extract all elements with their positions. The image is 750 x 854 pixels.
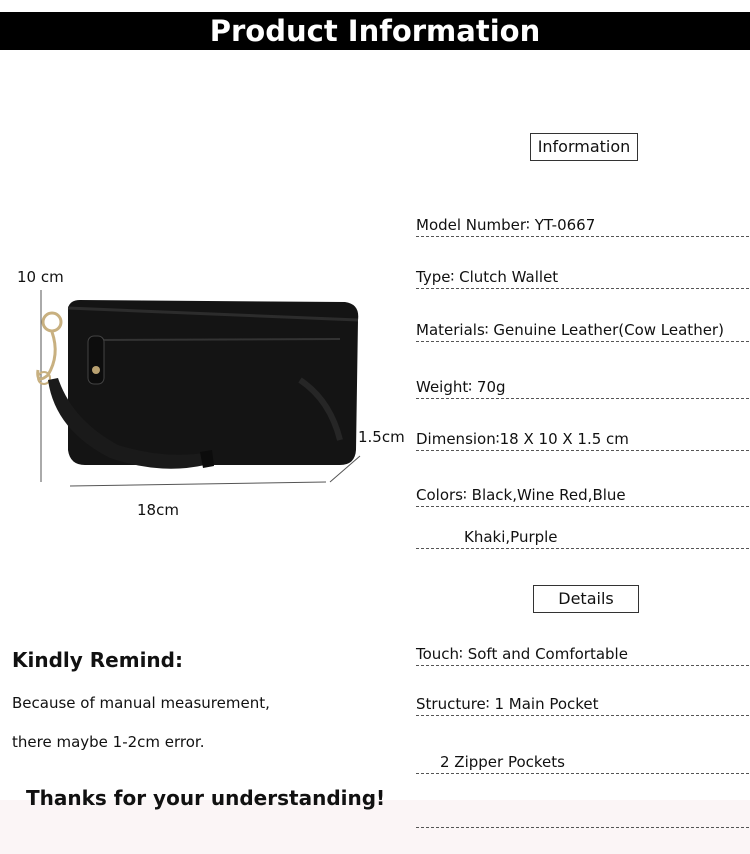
weight-row: Weight∶ 70g [416,376,749,399]
type-row: Type∶ Clutch Wallet [416,266,749,289]
width-label: 18cm [137,501,179,519]
dimension-row: Dimension∶18 X 10 X 1.5 cm [416,428,749,451]
materials-row: Materials∶ Genuine Leather(Cow Leather) [416,319,749,342]
touch-row: Touch∶ Soft and Comfortable [416,643,749,666]
model-number-row: Model Number∶ YT-0667 [416,214,749,237]
page-title: Product Information [0,12,750,50]
wallet-body [68,300,358,465]
remind-title: Kindly Remind: [12,648,183,672]
details-label: Details [533,585,639,613]
structure-row: Structure∶ 1 Main Pocket [416,693,749,716]
colors-continued-row: Khaki,Purple [416,526,749,549]
width-dimension-line [70,482,326,486]
blank-row [416,805,749,828]
key-ring [43,313,61,331]
depth-label: 1.5cm [358,428,405,446]
wallet-zipper [100,339,340,340]
thanks-text: Thanks for your understanding! [26,786,386,810]
product-image [0,260,410,530]
remind-line-1: Because of manual measurement, [12,694,270,712]
colors-row: Colors∶ Black,Wine Red,Blue [416,484,749,507]
height-label: 10 cm [17,268,64,286]
information-label: Information [530,133,638,161]
remind-line-2: there maybe 1-2cm error. [12,733,205,751]
zipper-pull [88,336,104,384]
structure-continued-row: 2 Zipper Pockets [416,751,749,774]
